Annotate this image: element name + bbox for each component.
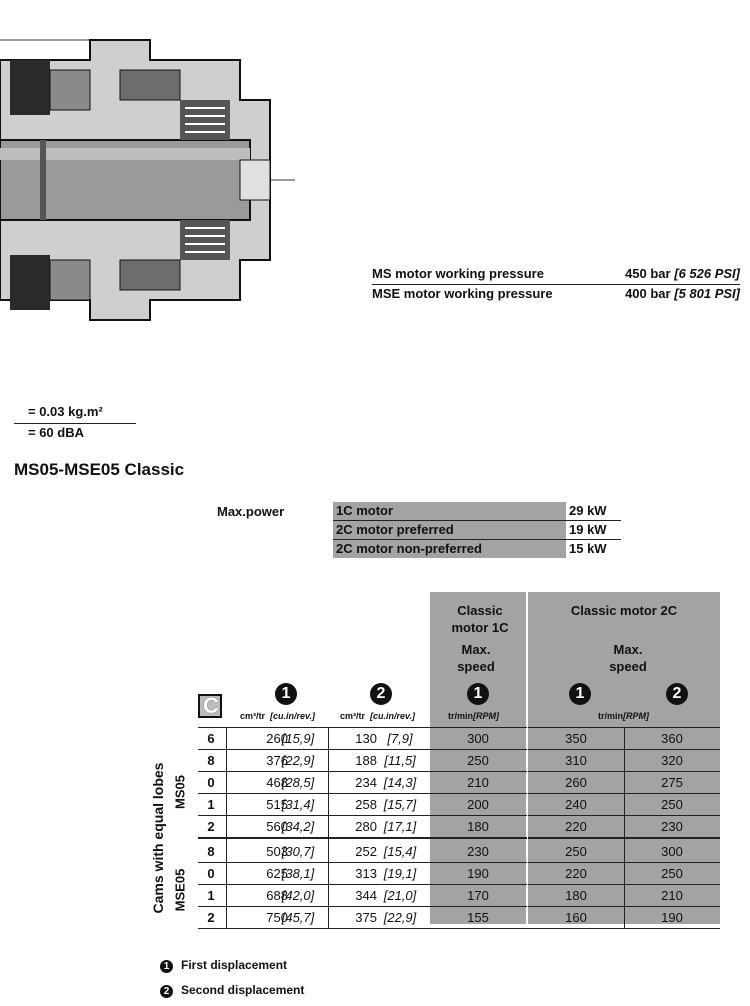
speed-1c-value: 210 (467, 775, 489, 790)
pressure-row-mse (372, 283, 740, 303)
disp1-inch-value: [30,7] (281, 844, 315, 859)
c-logo-letter: C (203, 693, 219, 718)
speed-1c-value: 170 (467, 888, 489, 903)
speed-2c-second-value: 210 (661, 888, 683, 903)
displacement-2-icon: 2 (666, 683, 688, 705)
disp2-value: 234 (355, 775, 377, 790)
table-top-divider (198, 727, 720, 728)
disp1-inch-value: [42,0] (281, 888, 315, 903)
pressure-row-ms (372, 263, 740, 283)
disp2-inch-value: [19,1] (383, 866, 417, 881)
legend-second-displacement: Second displacement (181, 983, 305, 997)
speed-2c-second-value: 230 (661, 819, 683, 834)
row-divider (198, 749, 720, 750)
disp1-value: 515 (266, 797, 288, 812)
row-divider (198, 815, 720, 816)
disp2-value: 280 (355, 819, 377, 834)
speed-2c-second-value: 275 (661, 775, 683, 790)
speed-2c-first-value: 240 (565, 797, 587, 812)
speed-2c-second-value: 250 (661, 797, 683, 812)
speed-1c-value: 200 (467, 797, 489, 812)
row-divider (198, 837, 720, 839)
col-divider (328, 727, 329, 928)
displacement-1-icon: 1 (275, 683, 297, 705)
col-divider (624, 727, 625, 928)
displacement-1-icon: 1 (467, 683, 489, 705)
disp2-value: 375 (355, 910, 377, 925)
speed-2c-first-value: 260 (565, 775, 587, 790)
max-power-value: 19 kW (569, 522, 607, 537)
max-power-name: 2C motor non-preferred (333, 540, 566, 558)
max-power-value: 15 kW (569, 541, 607, 556)
noise-value: = 60 dBA (28, 425, 84, 440)
row-code: 1 (207, 797, 215, 812)
row-divider (198, 884, 720, 885)
speed-2c-first-value: 350 (565, 731, 587, 746)
speed-1c-value: 180 (467, 819, 489, 834)
pressure-label: MSE motor working pressure (372, 286, 553, 301)
pressure-value: 450 bar [6 526 PSI] (625, 266, 740, 281)
section-title: MS05-MSE05 Classic (14, 460, 185, 479)
disp2-inch-value: [7,9] (387, 731, 413, 746)
speed-2c-second-value: 300 (661, 844, 683, 859)
disp2-inch-value: [15,7] (383, 797, 417, 812)
disp1-value: 503 (266, 844, 288, 859)
speed-2c-second-value: 250 (661, 866, 683, 881)
col-divider (226, 727, 227, 928)
row-divider (198, 928, 720, 929)
motor-cross-section-drawing (0, 0, 300, 345)
row-code: 6 (207, 731, 215, 746)
group-label-mse05: MSE05 (172, 868, 188, 912)
disp1-inch-value: [34,2] (281, 819, 315, 834)
row-divider (198, 793, 720, 794)
disp1-inch-value: [28,5] (281, 775, 315, 790)
speed-unit-1c: tr/min[RPM] (448, 711, 500, 721)
speed-2c-first-value: 160 (565, 910, 587, 925)
col-divider (527, 592, 528, 928)
col-2c-title: Classic motor 2C (570, 603, 678, 618)
col-1c-title: Classic motor 1C (451, 603, 509, 635)
inertia-value: = 0.03 kg.m² (28, 404, 103, 419)
disp1-inch-value: [22,9] (281, 753, 315, 768)
disp2-value: 258 (355, 797, 377, 812)
speed-2c-second-value: 320 (661, 753, 683, 768)
legend-marker-2-icon: 2 (160, 985, 173, 998)
disp2-inch-value: [14,3] (383, 775, 417, 790)
disp1-value: 560 (266, 819, 288, 834)
inertia-divider (14, 423, 136, 424)
disp1-inch-value: [38,1] (281, 866, 315, 881)
c-logo-icon (198, 694, 222, 718)
row-code: 8 (207, 753, 215, 768)
row-code: 8 (207, 844, 215, 859)
speed-unit-2c: tr/min[RPM] (598, 711, 650, 721)
max-speed-2c: Max. speed (609, 642, 647, 674)
row-divider (198, 906, 720, 907)
speed-2c-first-value: 310 (565, 753, 587, 768)
speed-1c-value: 250 (467, 753, 489, 768)
disp2-value: 188 (355, 753, 377, 768)
row-code: 1 (207, 888, 215, 903)
speed-2c-first-value: 180 (565, 888, 587, 903)
row-code: 2 (207, 910, 215, 925)
disp-unit-2: cm³/tr [cu.in/rev.] (340, 711, 416, 721)
speed-1c-value: 190 (467, 866, 489, 881)
disp-unit-1: cm³/tr [cu.in/rev.] (240, 711, 316, 721)
disp1-inch-value: [45,7] (281, 910, 315, 925)
disp2-inch-value: [11,5] (384, 753, 416, 768)
disp1-value: 688 (266, 888, 288, 903)
disp1-value: 468 (266, 775, 288, 790)
group-label-ms05: MS05 (172, 775, 188, 809)
displacement-1-icon: 1 (569, 683, 591, 705)
row-divider (198, 771, 720, 772)
speed-1c-value: 155 (467, 910, 489, 925)
legend-first-displacement: First displacement (181, 958, 288, 972)
disp1-inch-value: [31,4] (281, 797, 315, 812)
disp2-value: 130 (355, 731, 377, 746)
max-power-label: Max.power (217, 504, 285, 519)
disp2-inch-value: [22,9] (383, 910, 417, 925)
disp1-value: 376 (266, 753, 288, 768)
row-code: 2 (207, 819, 215, 834)
pressure-value: 400 bar [5 801 PSI] (625, 286, 740, 301)
disp1-value: 750 (266, 910, 288, 925)
max-power-value: 29 kW (569, 503, 607, 518)
speed-2c-first-value: 220 (565, 866, 587, 881)
speed-2c-second-value: 360 (661, 731, 683, 746)
speed-2c-second-value: 190 (661, 910, 683, 925)
row-code: 0 (207, 866, 215, 881)
max-power-name: 2C motor preferred (333, 521, 566, 539)
displacement-2-icon: 2 (370, 683, 392, 705)
disp1-value: 625 (266, 866, 288, 881)
disp2-inch-value: [21,0] (383, 888, 417, 903)
row-divider (198, 862, 720, 863)
disp1-inch-value: [15,9] (281, 731, 315, 746)
pressure-label: MS motor working pressure (372, 266, 544, 281)
disp2-value: 252 (355, 844, 377, 859)
row-code: 0 (207, 775, 215, 790)
speed-2c-first-value: 220 (565, 819, 587, 834)
disp2-value: 344 (355, 888, 377, 903)
disp1-value: 260 (266, 731, 288, 746)
max-power-name: 1C motor (333, 502, 566, 520)
disp2-value: 313 (355, 866, 377, 881)
speed-2c-first-value: 250 (565, 844, 587, 859)
speed-1c-value: 300 (467, 731, 489, 746)
legend-marker-1-icon: 1 (160, 960, 173, 973)
disp2-inch-value: [17,1] (383, 819, 417, 834)
disp2-inch-value: [15,4] (383, 844, 417, 859)
speed-1c-value: 230 (467, 844, 489, 859)
side-label-cams: Cams with equal lobes (150, 762, 166, 914)
max-speed-1c: Max. speed (457, 642, 495, 674)
